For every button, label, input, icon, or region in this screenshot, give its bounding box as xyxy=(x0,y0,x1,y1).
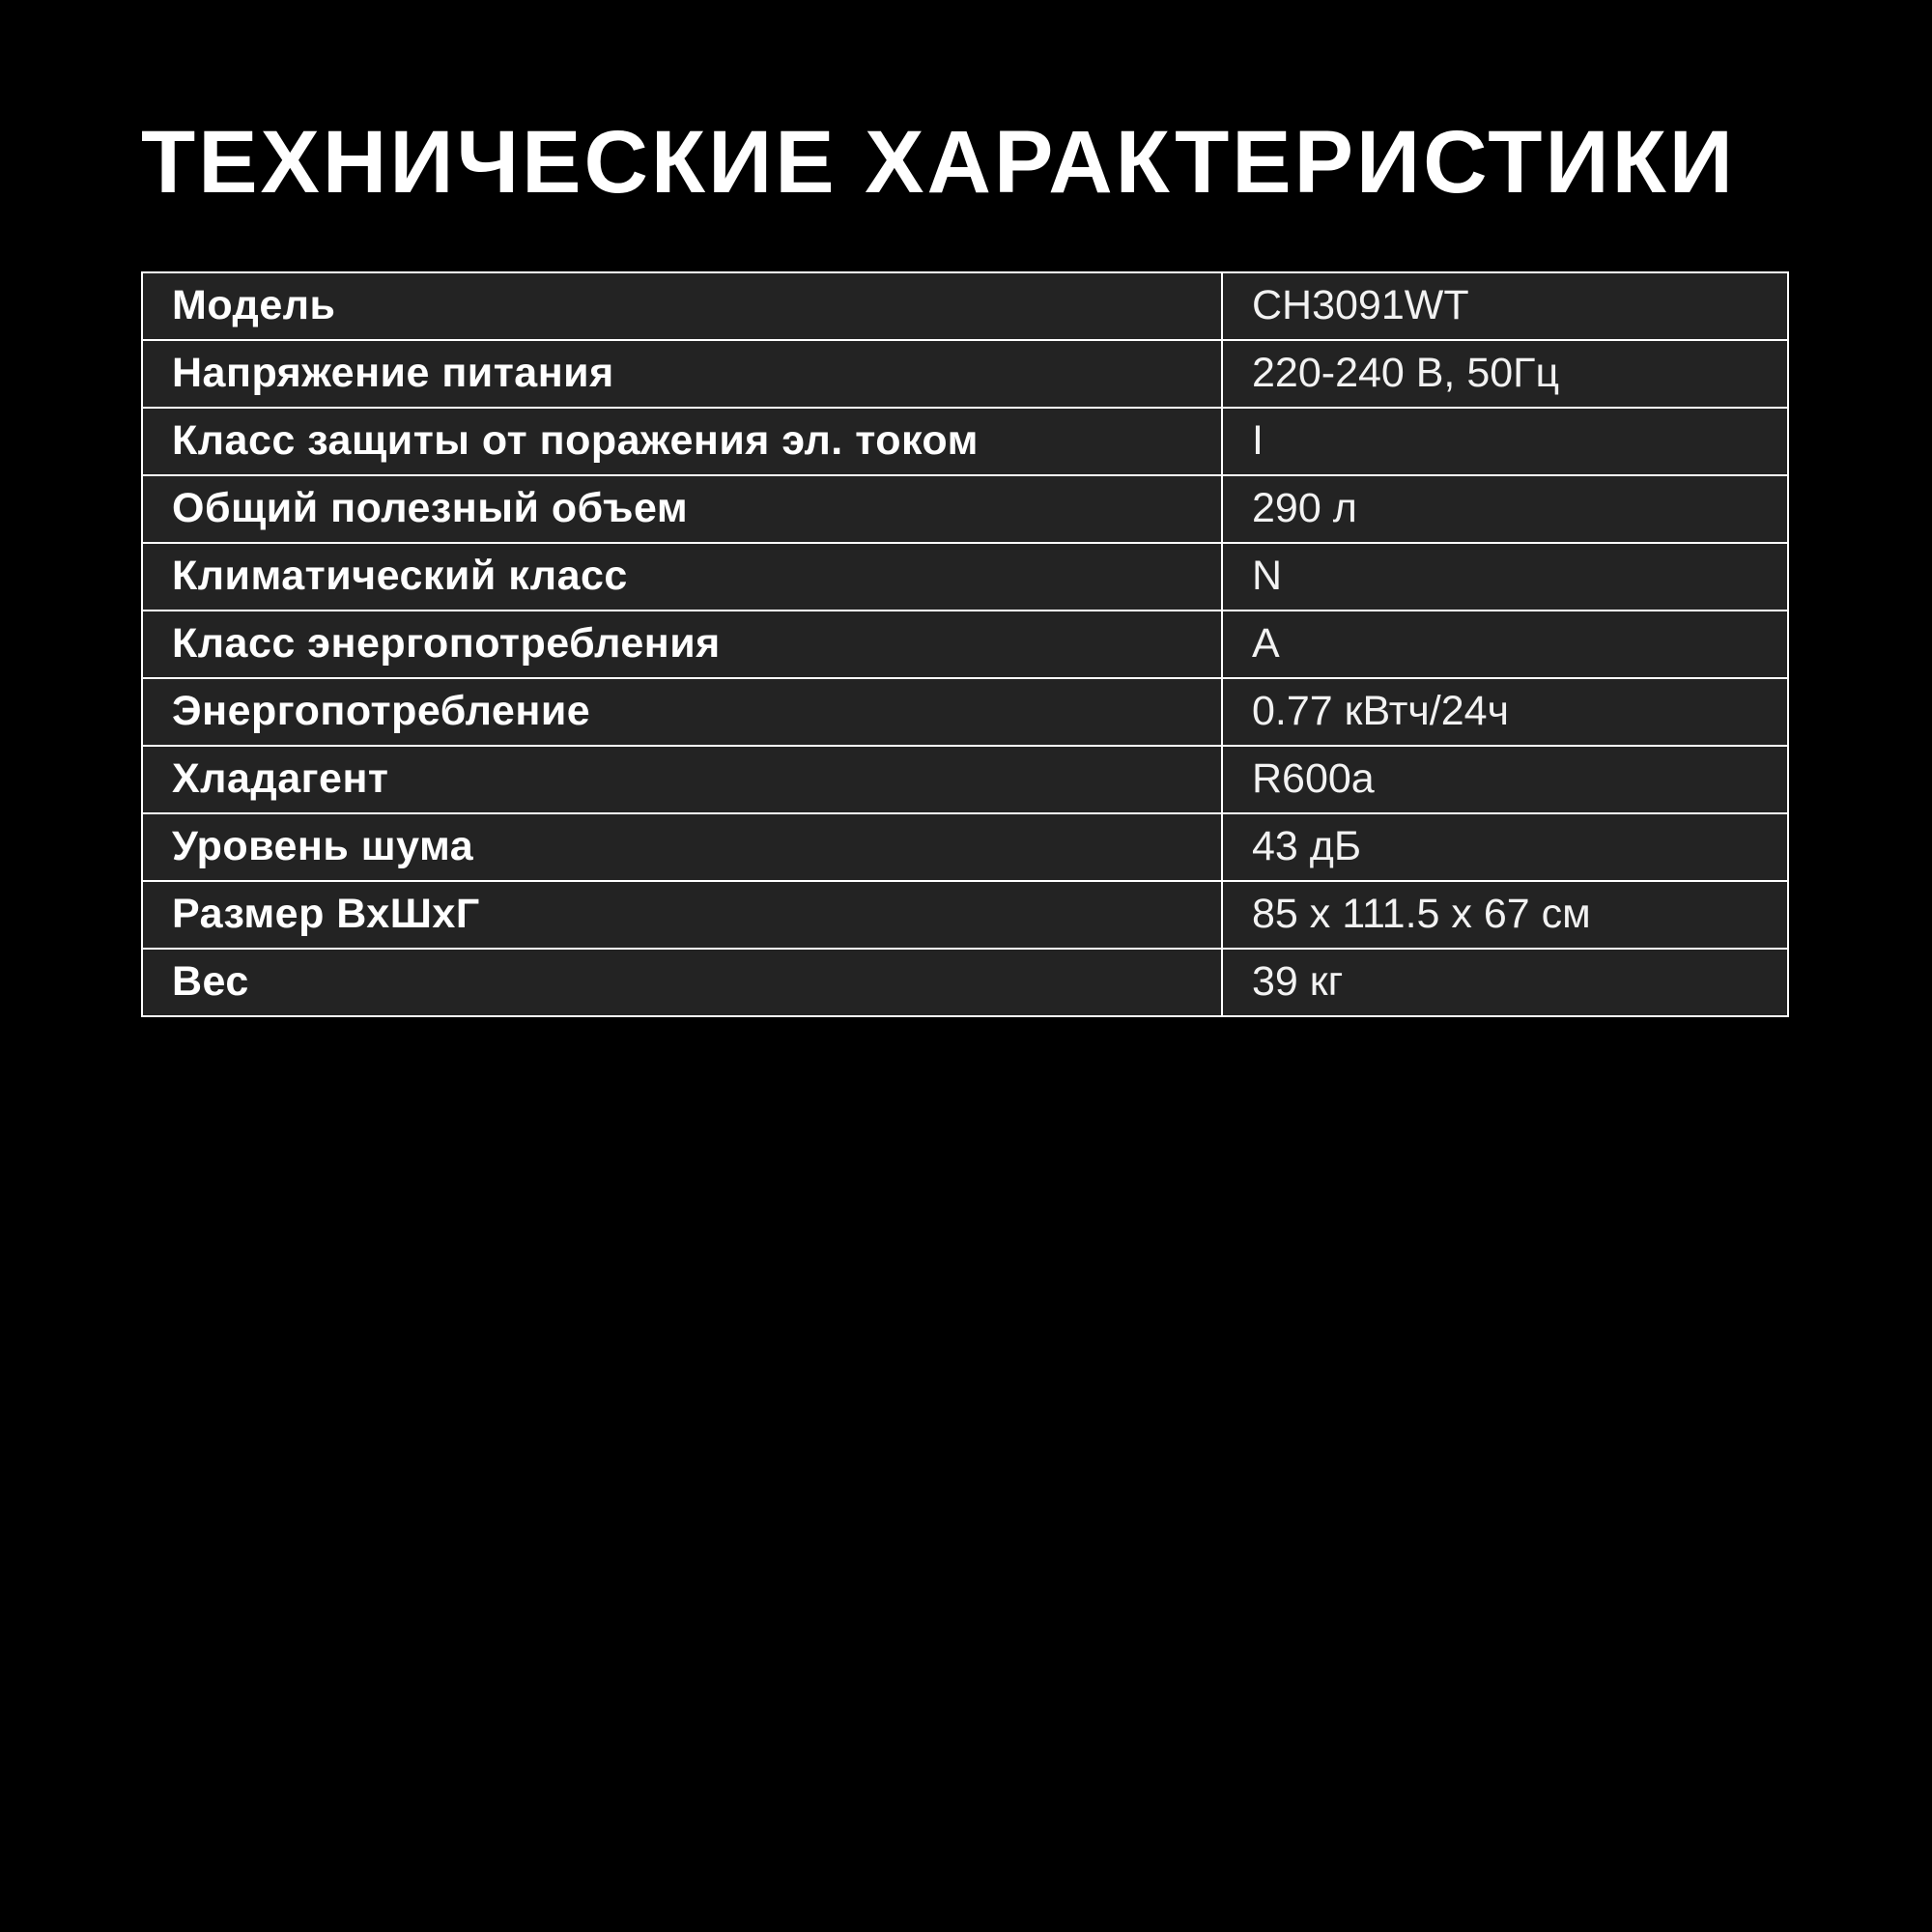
spec-value: A xyxy=(1222,611,1788,678)
spec-value: N xyxy=(1222,543,1788,611)
spec-value: 39 кг xyxy=(1222,949,1788,1016)
spec-label: Класс защиты от поражения эл. током xyxy=(142,408,1222,475)
table-row xyxy=(142,340,1788,408)
spec-value: R600a xyxy=(1222,746,1788,813)
specifications-table xyxy=(141,271,1789,1017)
spec-value: 43 дБ xyxy=(1222,813,1788,881)
table-row xyxy=(142,611,1788,678)
table-row xyxy=(142,949,1788,1016)
spec-label: Вес xyxy=(142,949,1222,1016)
spec-label: Размер ВхШхГ xyxy=(142,881,1222,949)
spec-value: I xyxy=(1222,408,1788,475)
table-row xyxy=(142,746,1788,813)
spec-label: Общий полезный объем xyxy=(142,475,1222,543)
spec-label: Напряжение питания xyxy=(142,340,1222,408)
spec-label: Класс энергопотребления xyxy=(142,611,1222,678)
spec-label: Энергопотребление xyxy=(142,678,1222,746)
page-title: ТЕХНИЧЕСКИЕ ХАРАКТЕРИСТИКИ xyxy=(141,113,1736,212)
spec-label: Уровень шума xyxy=(142,813,1222,881)
table-row xyxy=(142,475,1788,543)
spec-label: Хладагент xyxy=(142,746,1222,813)
spec-value: 290 л xyxy=(1222,475,1788,543)
table-row xyxy=(142,678,1788,746)
table-row xyxy=(142,881,1788,949)
spec-value: CH3091WT xyxy=(1222,272,1788,340)
table-row xyxy=(142,272,1788,340)
spec-label: Климатический класс xyxy=(142,543,1222,611)
table-row xyxy=(142,408,1788,475)
spec-value: 85 х 111.5 х 67 см xyxy=(1222,881,1788,949)
spec-label: Модель xyxy=(142,272,1222,340)
table-row xyxy=(142,813,1788,881)
spec-value: 0.77 кВтч/24ч xyxy=(1222,678,1788,746)
table-row xyxy=(142,543,1788,611)
spec-value: 220-240 В, 50Гц xyxy=(1222,340,1788,408)
